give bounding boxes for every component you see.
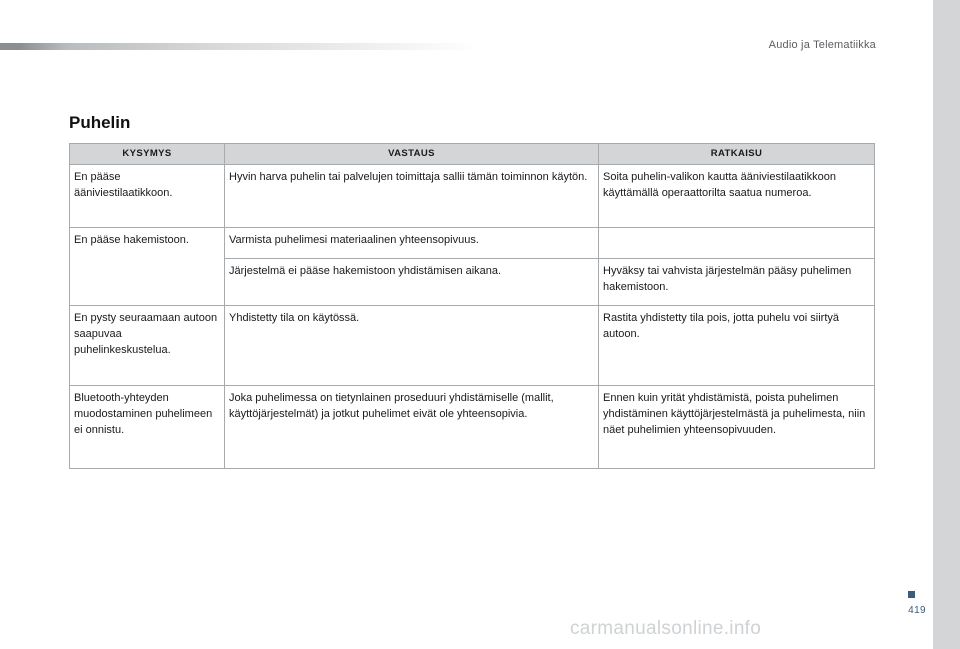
solution-cell: Hyväksy tai vahvista järjestelmän pääsy puhelimen hakemistoon. bbox=[599, 259, 875, 306]
question-cell: En pääse ääniviestilaatikkoon. bbox=[70, 165, 225, 228]
solution-cell bbox=[599, 228, 875, 259]
table-header-row bbox=[70, 144, 875, 165]
answer-cell: Järjestelmä ei pääse hakemistoon yhdistämisen aikana. bbox=[225, 259, 599, 306]
faq-table bbox=[69, 143, 875, 469]
question-cell: En pysty seuraamaan autoon saapuvaa puhelinkeskustelua. bbox=[70, 306, 225, 386]
section-title: Audio ja Telematiikka bbox=[768, 39, 876, 51]
column-header-answer: VASTAUS bbox=[225, 144, 599, 165]
page-marker-icon bbox=[908, 591, 915, 598]
solution-cell: Soita puhelin-valikon kautta ääniviestilaatikkoon käyttämällä operaattorilta saatua numeroa. bbox=[599, 165, 875, 228]
table-row bbox=[70, 165, 875, 228]
solution-cell: Ennen kuin yrität yhdistämistä, poista puhelimen yhdistäminen käyttöjärjestelmästä ja puhelimesta, niin näet puhelimien yhteensopivuuden. bbox=[599, 386, 875, 469]
table-row bbox=[70, 228, 875, 259]
column-header-question: KYSYMYS bbox=[70, 144, 225, 165]
question-cell: Bluetooth-yhteyden muodostaminen puhelimeen ei onnistu. bbox=[70, 386, 225, 469]
solution-cell: Rastita yhdistetty tila pois, jotta puhelu voi siirtyä autoon. bbox=[599, 306, 875, 386]
answer-cell: Hyvin harva puhelin tai palvelujen toimittaja sallii tämän toiminnon käytön. bbox=[225, 165, 599, 228]
side-strip bbox=[933, 0, 960, 649]
column-header-solution: RATKAISU bbox=[599, 144, 875, 165]
page-number: 419 bbox=[908, 605, 926, 616]
answer-cell: Joka puhelimessa on tietynlainen proseduuri yhdistämiselle (mallit, käyttöjärjestelmät) ja jotkut puhelimet eivät ole yhteensopivia. bbox=[225, 386, 599, 469]
question-cell: En pääse hakemistoon. bbox=[70, 228, 225, 306]
watermark: carmanualsonline.info bbox=[570, 618, 762, 639]
page-title: Puhelin bbox=[69, 113, 131, 132]
answer-cell: Varmista puhelimesi materiaalinen yhteensopivuus. bbox=[225, 228, 599, 259]
table-row bbox=[70, 306, 875, 386]
table-row bbox=[70, 386, 875, 469]
header-gradient-bar bbox=[0, 43, 480, 50]
answer-cell: Yhdistetty tila on käytössä. bbox=[225, 306, 599, 386]
